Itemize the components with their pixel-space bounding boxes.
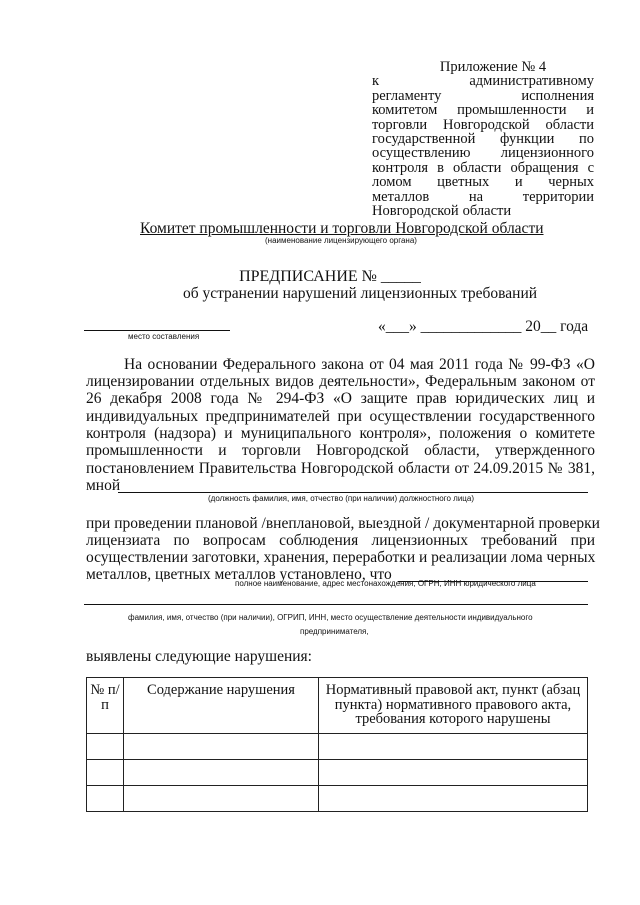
appendix-line — [372, 175, 594, 189]
place-caption: место составления — [128, 332, 200, 341]
basis-line: контроля (надзора) и муниципального контроля», положения о комитете — [86, 425, 595, 442]
licensing-organ-name: Комитет промышленности и торговли Новгородской области — [140, 220, 544, 237]
table-cell[interactable] — [319, 760, 588, 786]
appendix-word: регламенту — [372, 87, 442, 104]
appendix-word: контроля — [372, 159, 429, 176]
violations-table — [86, 677, 588, 812]
appendix-word: функции — [499, 131, 555, 148]
basis-line: индивидуальных предпринимателей при осуществлении государственного — [86, 408, 595, 425]
official-caption: (должность фамилия, имя, отчество (при наличии) должностного лица) — [208, 494, 474, 503]
appendix-word: ломом — [372, 174, 412, 191]
appendix-line — [372, 146, 594, 160]
table-cell[interactable] — [319, 786, 588, 812]
appendix-line — [372, 190, 594, 204]
table-row — [87, 734, 588, 760]
table-row — [87, 760, 588, 786]
document-title: ПРЕДПИСАНИЕ № _____ — [239, 268, 421, 285]
table-row — [87, 786, 588, 812]
appendix-line — [372, 118, 594, 132]
appendix-word: черных — [548, 174, 594, 191]
violations-title: выявлены следующие нарушения: — [86, 648, 312, 665]
appendix-word: в — [437, 159, 444, 176]
licensing-organ-caption: (наименование лицензирующего органа) — [265, 236, 417, 245]
appendix-word: и — [586, 102, 594, 119]
basis-line: промышленности и торговли Новгородской области, утвержденного — [86, 442, 595, 459]
appendix-word: торговли — [372, 116, 428, 133]
appendix-word: металлов — [372, 188, 430, 205]
appendix-word: лицензионного — [500, 145, 594, 162]
col-number-header: № п/п — [87, 678, 124, 734]
appendix-word: Новгородской — [443, 116, 530, 133]
place-field-line — [84, 330, 230, 331]
ip-field-line — [84, 604, 588, 605]
col-content-header: Содержание нарушения — [124, 678, 319, 734]
appendix-line — [372, 204, 594, 218]
table-cell[interactable] — [124, 760, 319, 786]
col-act-header: Нормативный правовой акт, пункт (абзац пункта) нормативного правового акта, требования которого нарушены — [319, 678, 588, 734]
appendix-word: цветных — [437, 174, 490, 191]
table-cell[interactable] — [87, 760, 124, 786]
appendix-line — [372, 161, 594, 175]
appendix-word: области — [462, 203, 512, 220]
ip-caption: фамилия, имя, отчество (при наличии), ОГРИП, ИНН, место осуществление деятельности индивидуального — [128, 613, 533, 622]
inspection-last-line: металлов, цветных металлов установлено, что — [86, 566, 392, 583]
appendix-word: исполнения — [521, 87, 594, 104]
appendix-line — [372, 132, 594, 146]
document-subtitle: об устранении нарушений лицензионных требований — [182, 285, 538, 302]
table-header-row — [87, 678, 588, 734]
appendix-text — [372, 74, 594, 218]
basis-line: лицензировании отдельных видов деятельности», Федеральным законом от — [86, 373, 595, 390]
appendix-word: территории — [522, 188, 594, 205]
inspection-line: лицензиата по вопросам соблюдения лицензионных требований при — [86, 532, 595, 549]
appendix-word: административному — [469, 73, 594, 90]
appendix-word: обращения — [510, 159, 579, 176]
appendix-line — [372, 103, 594, 117]
basis-line: На основании Федерального закона от 04 мая 2011 года № 99-ФЗ «О — [124, 356, 595, 373]
appendix-title: Приложение № 4 — [439, 59, 547, 75]
table-cell[interactable] — [87, 734, 124, 760]
date-line: «___» _____________ 20__ года — [378, 318, 589, 335]
table-cell[interactable] — [87, 786, 124, 812]
appendix-word: осуществлению — [372, 145, 471, 162]
ip-caption: предпринимателя, — [300, 627, 369, 636]
table-cell[interactable] — [124, 734, 319, 760]
appendix-word: и — [514, 174, 523, 191]
inspection-line: при проведении плановой /внеплановой, выездной / документарной проверки — [86, 515, 600, 532]
appendix-word: области — [545, 116, 594, 133]
appendix-word: Новгородской — [372, 203, 459, 220]
appendix-block — [372, 60, 594, 218]
official-field-line — [118, 492, 588, 493]
appendix-word: комитетом — [372, 102, 438, 119]
appendix-line — [372, 89, 594, 103]
entity-caption: полное наименование, адрес местонахождения, ОГРН, ИНН юридического лица — [235, 579, 536, 588]
appendix-line — [372, 74, 594, 88]
table-cell[interactable] — [124, 786, 319, 812]
appendix-word: с — [587, 159, 594, 176]
appendix-word: по — [578, 131, 594, 148]
appendix-word: области — [452, 159, 502, 176]
table-cell[interactable] — [319, 734, 588, 760]
appendix-word: государственной — [372, 131, 476, 148]
inspection-line: осуществлении заготовки, хранения, переработки и реализации лома черных — [86, 549, 596, 566]
appendix-word: на — [468, 188, 484, 205]
basis-line: постановлением Правительства Новгородской области от 24.09.2015 № 381, — [86, 460, 595, 477]
by-me-label: мной — [86, 477, 121, 494]
basis-line: 26 декабря 2008 года № 294-ФЗ «О защите прав юридических лиц и — [86, 390, 595, 407]
appendix-word: промышленности — [457, 102, 567, 119]
appendix-word: к — [372, 73, 380, 90]
